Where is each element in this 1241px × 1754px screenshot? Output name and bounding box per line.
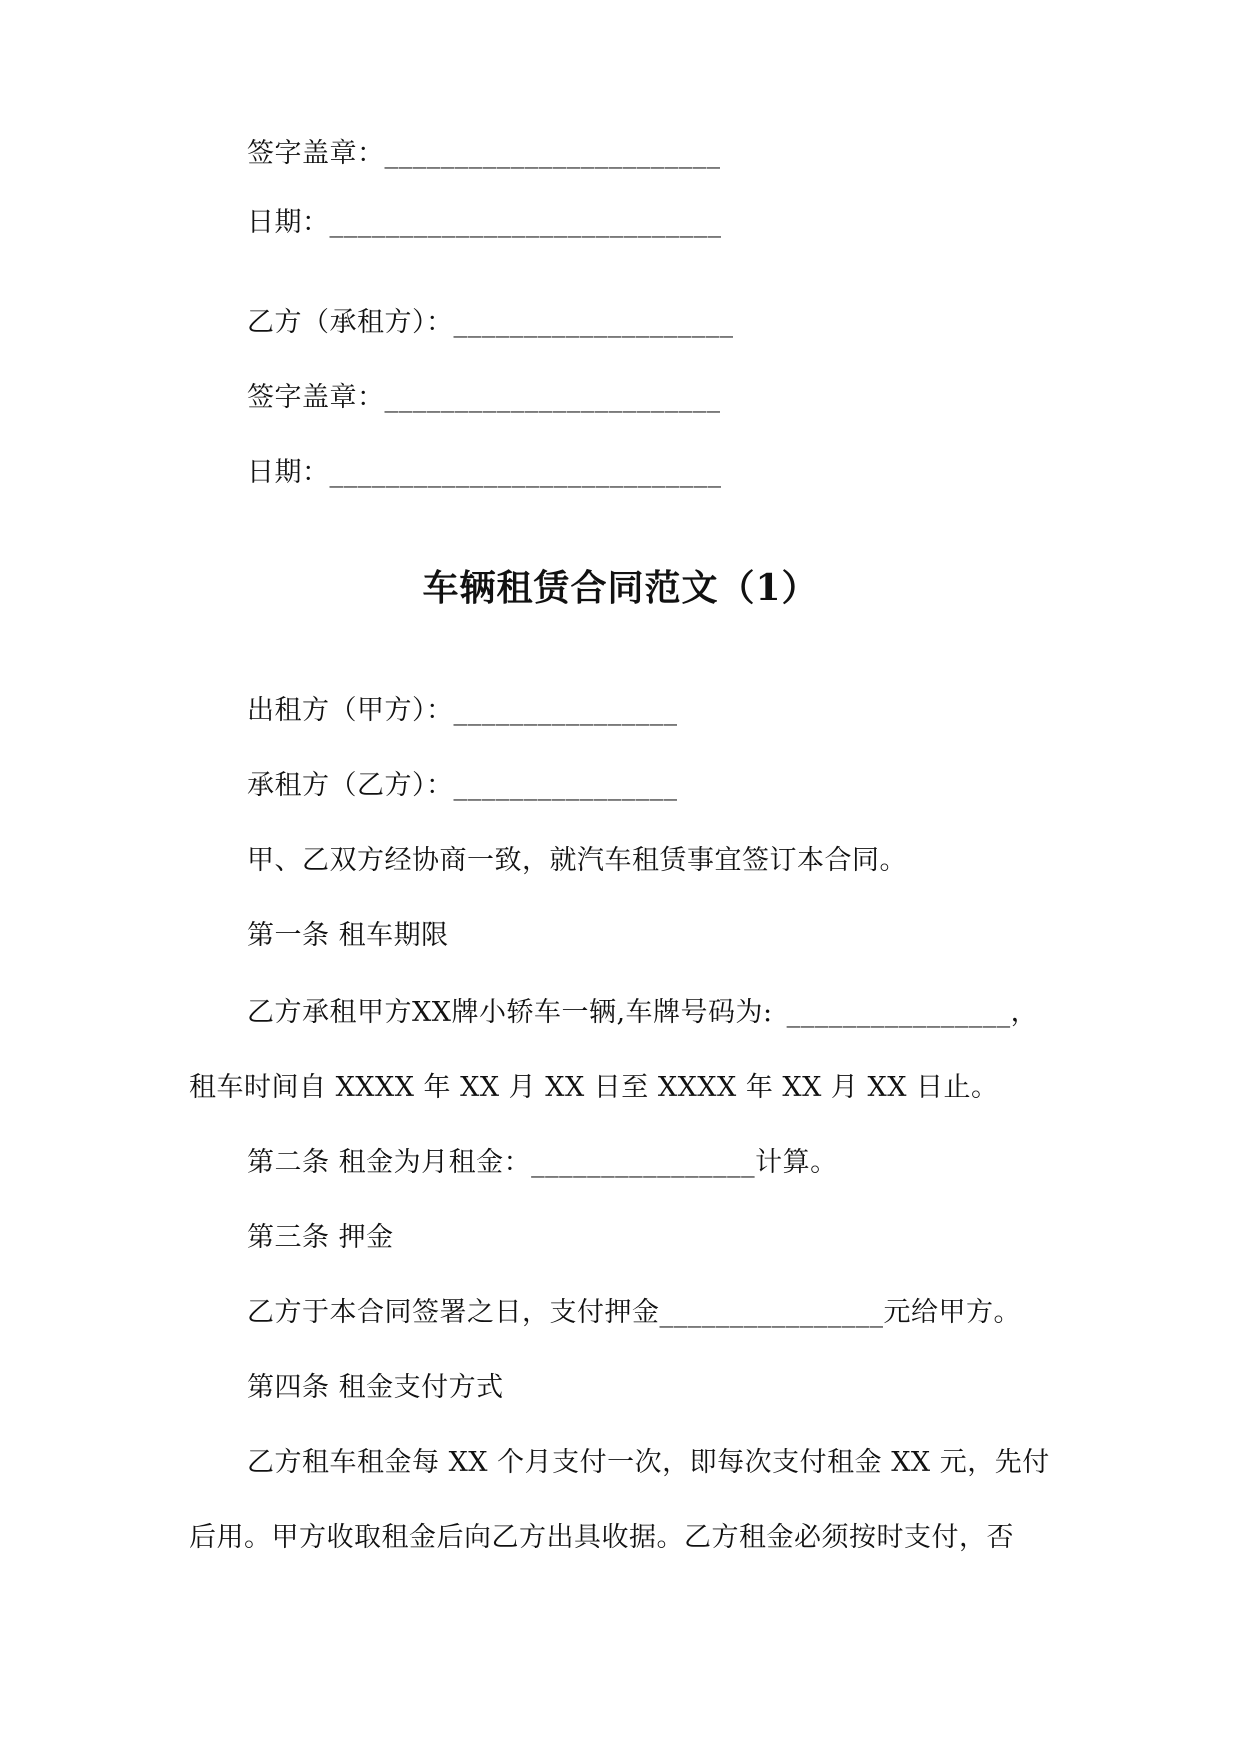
intro-paragraph: 甲、乙双方经协商一致，就汽车租赁事宜签订本合同。 [247,845,907,876]
article2-line: 第二条 租金为月租金：________________计算。 [247,1147,838,1178]
party-a-date-line: 日期：____________________________ [247,207,722,238]
party-a-signature-line: 签字盖章：________________________ [247,138,721,169]
article1-line2: 租车时间自 XXXX 年 XX 月 XX 日至 XXXX 年 XX 月 XX 日止。 [189,1072,999,1103]
lessor-line: 出租方（甲方）：________________ [247,695,678,726]
article1-line1 [247,995,1059,1031]
article4-line1: 乙方租车租金每 XX 个月支付一次，即每次支付租金 XX 元，先付 [247,1447,1050,1478]
contract-title: 车辆租赁合同范文（1） [422,567,819,609]
article1-heading: 第一条 租车期限 [247,920,449,951]
article3-heading: 第三条 押金 [247,1222,394,1253]
party-b-date-line: 日期：____________________________ [247,457,722,488]
article4-line2: 后用。甲方收取租金后向乙方出具收据。乙方租金必须按时支付，否 [189,1522,1014,1553]
article4-heading: 第四条 租金支付方式 [247,1372,504,1403]
party-b-line: 乙方（承租方）：____________________ [247,307,734,338]
article1-line1-blank: ________________， [786,997,1039,1028]
party-b-signature-line: 签字盖章：________________________ [247,382,721,413]
article1-line1-text: 乙方承租甲方XX牌小轿车一辆,车牌号码为: [247,997,773,1028]
article3-body: 乙方于本合同签署之日，支付押金________________元给甲方。 [247,1297,1021,1328]
lessee-line: 承租方（乙方）：________________ [247,770,678,801]
